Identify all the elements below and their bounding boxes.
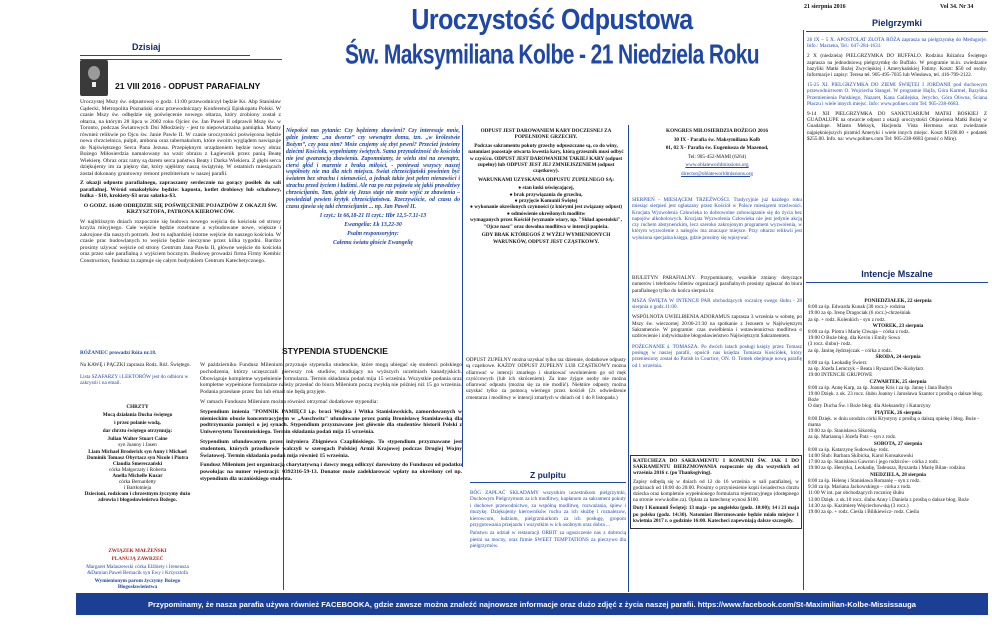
stypendia-p4: Stypendium ufundowanym przez inżyniera Zbigniewa Czaplińskiego. To stypendium przyznawane jest studentom, których przodkowie walczyli w szeregach Polskiej Armii Krajowej podczas Drugiej Wojny Światowej. Termin składania podań mija również 15 września. [200,438,462,459]
katecheza-title: KATECHEZA DO SAKRAMENTU I KOMUNII ŚW. JAK I DO SAKRAMENTU BIERZMOWANIA rozpocznie się dla wszystkich od września 2016 r. (po Thanksgiving). [633,458,799,477]
odpust-conditions [466,185,626,217]
intention-line: 8:00 Dzięk. w dniu urodzin córki Krystyny z prośbą o dalszą opiekę i błog. Boże - mama [808,415,980,429]
kongres-email-link[interactable]: director@oblateworldmissions.org [681,170,753,177]
today-paragraph-3: O GODZ. 16:00 ODBĘDZIE SIĘ POŚWIĘCENIE POJAZDÓW Z OKAZJI ŚW. KRZYSZTOFA, PATRONA KIEROWCÓW. [83,202,278,215]
pilgrimage-item: 9-14 XII PIELGRZYMKA DO SANKTUARIUM MATKI BOSKIEJ Z GUADALUPE na otwarcie odpust z okazji uroczystości Objawienia Matki Bożej w Guadalupe. Miasto Meksyk, Hacjenda Vista Hermosa oraz zwiedzanie najpiękniejszych piramid Ameryki i wiele innych miejsc. Koszt $1598.00 + podatek $255.00. Info. na: www.polinex.com Tel: 905-238-6683 (prosić o Mirę). [807,111,987,142]
priest-face [88,66,100,80]
intention-line: za śp. Marianną i Józefa Patz – syn z rodz. [808,434,897,441]
katecheza-box [630,455,802,529]
today-headline: 21 VIII 2016 - ODPUST PARAFIALNY [115,81,261,91]
section-header-pielgrzymki [806,18,988,32]
intention-line: 19:00 INTENCJE GRUPOWE [808,372,873,379]
section-title: Pielgrzymki [871,18,923,28]
kongres-line-2: 01, 02 X– Parafia św. Eugeniusza de Mazenod, [665,145,769,151]
marriage-subtitle: PLANUJĄ ZAWRZEĆ [111,556,164,563]
kawa-note: Na KAWĘ i PĄCZKI zaprasza Rodz. Róż. Świętego. [80,362,191,369]
intention-day-title: WTOREK, 23 sierpnia [872,322,924,329]
odpust-p1: Podczas sakramentu pokuty grzechy odpuszczane są, co do winy, natomiast pozostaje otwarta kwestia kary, którą grzesznik musi odbyć w czyśćcu. ODPUST JEST DAROWANIEM TAKIEJ KARY (odpust zupełny) lub ODPUST JEST JEJ ZMNIEJSZENIEM (odpust cząstkowy). [468,142,624,175]
odpust-details [466,357,626,403]
baptism-line-1: Mocą działania Ducha świętego [102,412,173,419]
intention-line: 19:00 za śp. Stanisława Sikorską [808,428,877,435]
condition-item: ● brak przywiązania do grzechu, [509,191,583,198]
intention-line: 8:00 za śp. Helenę i Stanisława Romanię – syn z rodz. [808,477,921,484]
intention-day-title: PIĄTEK, 26 sierpnia [874,409,922,416]
intention-day [808,410,988,441]
odpust-title: ODPUST JEST DAROWANIEM KARY DOCZESNEJ ZA POPEŁNIONE GRZECHY. [480,128,612,141]
intention-line: za śp. + rodz. Kolenkich - syn z rodz. [808,316,886,323]
sierpien-box [632,197,802,243]
msza-rocznica: MSZA ŚWIĘTA W INTENCJI PAR obchodzących rocznicę swego ślubu - 28 sierpnia o godz.11:00. [632,297,802,311]
marriage-notice [80,548,195,593]
intention-day-title: PONIEDZIAŁEK, 22 sierpnia [864,298,932,304]
intention-day [808,441,988,472]
pulpit-text-2: Państwu za udział w restauracji ORBIT za ugoszczenie nas z dobrocią pieśni na mocny, oraz firmie SWEET TEMPTATIONS za pieczywo dla pielgrzymów. [470,530,626,550]
odpust-p2: wymaganych przez Kościół (wyznanie wiary, np. "Skład apostolski", "Ojcze nasz" oraz dowolna modlitwa w intencji papieża. [470,217,622,230]
intention-line: 19:00 Dzięk. z ok. 23 rocz. ślubu Joanny i Jarosława Szantor z prośbą o dalsze błog. Boże [808,391,984,404]
intention-line: 9:30 za śp. Mariana Jackowskiego – córka z rodz. [808,484,912,491]
odpust-conditions-title: WARUNKAMI UZYSKANIA ODPUSTU ZUPEŁNEGO SĄ: [477,176,615,183]
marriage-title: ZWIĄZEK MAŁŻEŃSKI [108,548,167,554]
intention-day [808,323,988,354]
quote-text: Niepokoi nas pytanie: Czy będziemy zbawieni? Czy interesuje mnie, gdzie jestem: „na dworze” czy wewnątrz domu, tzn. „w królestwie Bożym”, czy poza nim? Może czujemy się zbyt pewni? Przecież jesteśmy dziećmi Kościoła, wypełniamy świętych. Sama przynależność do kościoła nie jest gwarancją zbawienia. Zapomniamy, że wielu stoi na zewnątrz, ciersi głód i marznie z braku miłości, - ponieważ wszyscy naszej współnoty nie ma dla nich miejsca. Świat chrześcijański powinien być światem bez strachu i nienawiści, a jednak także jest pełen nienawiści i strachu przed życiem i ludźmi. Ale raz po raz pojawia się jakiś prawdziwy chrześcijanin. Tam, gdzie się Jezus staje nie może wyjść ze zbawienia – powiedział pewien krytyk chrześcijaństwa. Rzeczywiście, od czasu do czasu zjawia się taki chrześcijanin ... np. Jan Paweł II. [286,128,460,210]
quote-psalm: Psalm responsoryjny: [347,230,399,237]
today-body [80,99,281,266]
quote-gospel: Ewangelia: Łk 13,22-30 [344,221,402,228]
intention-line: 19:00 O Boże błog. dla Kevin i Emily Sowa [808,335,900,342]
main-title [308,0,796,39]
intention-day-title: NIEDZIELA, 28 sierpnia [869,471,927,478]
intention-line: 14:00 Ślub: Barbara Skibicka, Karol Konsakowski [808,453,914,460]
intention-line: 8:00 za śp. Edwarda Kunak (30 rocz.)- rodzina [808,304,906,311]
condition-item: ● przyjęcie Komunii Świętej [514,198,578,205]
kongres-web-link[interactable]: www.oblateworldmissions.org [685,162,749,168]
odpust-p4: ODPUST ZUPEŁNY można uzyskać tylko raz dziennie, dodatkowe odpusty są cząstkowe. KAŻDY ODPUST ZUPEŁNY LUB CZĄSTKOWY można ofiarować w intencji zmarłego i skutkować uwolnieniem go od męk czyśćcowych (lub ich skróceniem). Za inne żyjące osoby nie można ofiarować odpustu (można się za nie modlić). Niektóre odpusty można uzyskać tylko za pomocą wiernego przez kościół (2x odwiedzenie cmentarza i modlitwy w intencji zmarłych w dniach od 1 do 8 listopada.) [466,357,626,401]
odpust-box [466,128,626,247]
baptism-name: Anella Michelle Kuzar [112,472,163,479]
intention-line: 8:00 za śp. Katarzynę Sudowską- rodz. [808,446,890,453]
issue-volume: Vol 34. Nr 34 [940,4,974,10]
pulpit-body [470,490,626,552]
quote-psalm-text: Całemu światu głoście Ewangelię [332,239,414,246]
katecheza-dates: Duty I Komunii Świętej: 13 maja - po angielsku (godz. 10:00); 14 i 21 maja po polsku (godz. 14:30). Natomiast Bierzmowanie będzie miało miejsce 1 kwietnia 2017 r. o godzinie 16:00. Katecheci zapewniają dalsze szczegóły. [633,505,799,524]
intention-line: 8:00 za śp. Annę Karp, za śp. Joannę Kris i za śp. Jannę i Jana Budyn [808,384,952,391]
section-header-pulpit [470,470,626,483]
kongres-title: KONGRES MIŁOSIERDZIA BOŻEGO 2016 [666,128,768,134]
marriage-wishes: Wymienionym parom życzymy Bożego Błogosławieństwa [94,578,181,591]
baptism-line-2: i przez polanie wodą, [114,420,161,427]
kongres-box [632,128,802,179]
pozegnanie-note: POŻEGNANIE ś. TOMASZA. Po dwóch latach posługi księży przez Tomasz posługę w naszej parafii, opuścił nas księdza Tomasza Kościółek, który przeniesiony został do Parish in Courtice, ON. O. Tomek obejmuje nową parafię od 1 września. [632,343,802,369]
stypendia-p1: W październiku Fundusz Milenium przyznaje stypendia studenckie, które mogą ubiegać się studenci polskiego pochodzenia, którzy uczęszczali pierwszy rok studiów, studiujący na wyższych uczelniach kanadyjskich. Obowiązuje kompletne wypełnienie formularza. Termin składania podań mija 15 września. Wszystkie podania oraz kompletne wypełnione formularze należy przesłać do biura Milenium począ zwykłą nie później niż 15 go września. Podania przesłane przez fax lub email nie będą przyjęte. [200,362,462,396]
stypendia-title: STYPENDIA STUDENCKIE [282,346,388,356]
intention-line: 19:00 za śp. Henryka, Leokadię, Tadeusza, Ryszarda i Marię Bilan- rodzina [808,465,965,472]
today-paragraph-4: W najbliższym dniach rozpocznie się budowa nowego wejścia do kościoła od strony krzyża misyjnego. Całe wejście będzie rozebrane a wybudowane nowe, większe i zakrojone dla naszych potrzeb. Jest to najbardziej istotne wejście do naszego kościoła. W czasie prac budowlanych to wejście będzie nieczynne przez kilka tygodni. Bardzo prosimy używać wejście od strony Centrum Jana Pawła II, główne wejście do kościoła oraz przez sale parafialną z wyjściem bocznym. Budowę prowadzi firma Firmy Kembic Construction, fundusz ta zajmuje się całym budynkiem Centrum Katechetycznego. [80,218,281,264]
section-title: Z pulpitu [530,470,566,480]
intention-day [808,298,988,323]
odpust-p3: GDY BRAK KTÓREGOŚ Z WYŻEJ WYMIENIONYCH WARUNKÓW, ODPUST JEST CZĄSTKOWY. [481,232,611,245]
marriage-names: Margaret Malaszewski córka Elżbiety i Ireneusza &Damian Paweł Bernacik syn Ewy i Krzysztofa [86,564,189,577]
intention-line: 19:00 za śp. Irenę Dragociak (6 rocz.)-chrześniak [808,310,911,317]
baptism-names [80,436,195,491]
pilgrimage-item: 26 IX – 5 X. APOSTOLAT ZŁOTA RÓŻA zaprasza na pielgrzymkę do Medugorje. Info.: Marzena, Tel.: 647-284-1631. [807,37,987,50]
condition-item: ● stan łaski uświęcającej, [518,185,574,192]
intention-day [808,379,988,410]
mass-intentions [808,298,988,515]
intention-line: 8:00 za śp. Leokadię Świerz [808,360,867,367]
stypendia-p5: Fundusz Milenium jest organizacją charytatywną i dawcy mogą odliczyć darowizny do Funduszu od podatku powołując na numer rejestracji: 0392316-59-13. Donator może zadeklarować wpłaty na określony cel np. stypendium dla ucznióskiego studenta. [200,462,462,482]
intention-day [808,354,988,379]
wspolnota-note: WSPÓLNOTA UWIELBIENIA ADORAMUS zaprasza 3 września w sobotę, po Mszy św. wieczornej 20:00-21:30 na spotkanie z Jezusem w Najświętszym Sakramencie. W programie: czas uwielbienia i wstawiennictwa modlitwa o uzdrowienie i indywidualne błogosławieństwo Najświętszym Sakramentem. [632,314,802,340]
baptism-name: Claudia Smereczański [112,460,163,467]
pulpit-text: BÓG ZAPŁAĆ SKŁADAMY wszystkim uczestnikom pielgrzymki, Duchowym Pielgrzymom za ich modlitwy, kapłanom za sakrament pokuty i duchowe przewodnictwo, za wspólną modlitwę, rozważania, śpiew i muzykę. Dziękujemy kierowników ruchu za ich służbę i roznalezow, kierowcom, ludziom, pielgrzmiarkom za ich posługę, gropom przygotowania przejazdu i wszystkim w ich osobnym oraz dobra ... [470,490,626,529]
baptism-wishes: Dziecioni, rodzicom i chrzestnym życzymy dużo zdrowia i błogosławieństwa Bożego. [84,491,191,504]
baptism-name: Julian Walter Stuart Caine [107,436,168,443]
baptism-line-3: dar chrztu świętego otrzymują: [102,428,173,435]
intention-day-title: ŚRODA, 24 sierpnia [875,353,921,360]
baptism-name: i Bartłomieja [123,485,152,492]
baptism-name: syn Joanny i Jasen [118,442,157,449]
baptism-name: córka Bernardetty [118,479,157,486]
reflection-quote [286,128,460,249]
intention-line: O dary Ducha Św. i Boże błog. dla Aleksandry i Katarzyny [808,403,931,410]
baptism-name: Dominik Tomasz Obyrtacz syn Nicole i Piotra [86,454,189,461]
intention-line: 13:00 Dzięk. z ok.10 rocz. ślubu Anny i Daniela z prośbą o dalsze błog. Boże [808,496,969,503]
kongres-line-1: 30 IX - Parafia św. Maksymiliana Kolb [673,136,761,143]
stypendia-p3: Stypendium imienia "POMNIK PAMIĘCI i.p. braci Wojtka i Witka Stanisławskich, zamordowanych w niemieckim obozie koncentracyjnym w „Auschwitz" ufundowane przez panią Bronisławę Stanisławską dla podtrzymania pamięci o jej synach. Stypendium przyznawane jest głównie dla studentów historii Polski z Uniwersytetu Torontońskiego. Termin składania podań mija 15 września. [200,408,462,436]
rozaniec-note: RÓŻANIEC prowadzi Róża nr.18. [80,350,157,356]
intention-line: za śp. Janinę Jędrzejczak – córka z rodz. [808,347,892,354]
intention-day-title: SOBOTA, 27 sierpnia [873,440,923,447]
condition-item: ● odmówienie określonych modlitw [506,210,586,217]
intention-day [808,472,988,515]
stypendia-p2: W ramach Funduszu Milenium można również otrzymać dodatkowe stypendia: [200,398,378,405]
today-paragraph-2: Z okazji odpustu parafialnego, zapraszamy serdecznie na gorący posiłek do sali parafialnej. Wśród smakołyków będzie: kapusta, kotlet drobiowy lub schabowy, bulka - $10, krokiety-$3 oraz sałatka-$3. [80,180,281,199]
issue-date: 21 sierpnia 2016 [804,4,846,10]
priest-photo [80,60,108,96]
main-title-line2: Św. Maksymiliana Kolbe - 21 Niedziela Roku [345,40,759,70]
intention-line: 8:00 za śp. Piotra i Marię Chwaja – córka z rodz. [808,329,910,336]
biuletyn-text: BIULETYN PARAFIALNY. Przypominamy, wszelkie zmiany dotyczące numerów i telefonów biletów organizacji parafialnych prosimy zgłaszać do biura parafialnego tylko do końca sierpnia br. [632,275,802,294]
baptism-notice [80,404,195,505]
pielgrzymki-list [807,37,987,144]
pilgrimage-item: 2 X (niedziela) PIELGRZYMKA DO BUFFALO. Rodzina Różańca Świętego zaprasza na jednodniową pielgrzymkę do Buffalo. W programie m.in. zwiedzanie bazyliki Matki Bożej Zwycięskiej i Amerykańskiej Fatimy. Koszt: $50 od osoby. Informacje i zapisy: Teresa tel. 905-495-7035 lub Wiesława, tel. 416-799-2122. [807,53,987,79]
intention-line: 19:00 za śp. + rodz. Cieśla i Bilikiewicz- rodz. Cieśla [808,508,919,515]
pilgrimage-item: 15-25 XI. PIELGRZYMKA DO ZIEMI ŚWIĘTEJ I JORDANII pod duchowym przewodnictwem O. Wojciecha Stangel. W programie Hajfa, Góra Karmel, Bazylika Przemienienia Pańskiego, Nazaret, Kana Galilejska, Jerycho, Góra Oliwna, Ściana Płaczu i wiele innych miejsc. Info: www.polinex.com Tel: 905-238-6683. [807,82,987,107]
today-paragraph-1: Uroczystej Mszy św. odpustowej o godz. 11:00 przewodniczył będzie Ks. Abp Stanisław Gądecki, Metropolita Poznański oraz przewodniczący Konferencji Episkopatu Polski. W czasie Mszy św. odbędzie się poświęcenie nowego ołtarza, który zrobiony został z ołtarza, na którym 28 lipca w 2002 roku Ojciec św. Jan Paweł II odprawił Mszę św. w Toronto, podczas Światowych Dni Młodzieży - jest to niepowtarzalna pamiątka. Mamy również relikwie po Ojcu św. Janie Pawle II. W czasie uroczystości poświęcona będzie nowa chrzcielnica, pulpit, ambona oraz tabernakulum, które swoim wyglądem nawiązuje do Najświętszego Serca Pana Jezusa. Przepięknym urządzeniem będzie nowy obraz Bożego Miłosierdzia namalowany na wzór obrazu z Łagiewnik przez panią Beatę Wiekierę. Obraz oraz ramy są darem serca państwa Beaty i Darka Wiekiera. Z głębi serca dziękujemy im za piękny dar, który ujęłiśmy naszą świątynię. W ostatnich miesiącach został dokonany gruntowny remont prezbiterium w naszej parafii. [80,99,281,177]
left-announcements [80,350,195,388]
condition-item: ● wykonanie określonych czynności (z którymi jest związany odpust) [469,204,623,211]
katecheza-text: Zapisy odbędą się w dniach od 12 do 16 września w sali parafialnej, w godzinach od 18:00 do 20:00. Prosimy o przyniesienie kopii świadectwa chrztu dziecka oraz kompletnie wypełnionego formularza rejestracyjnego (dostępnego na stronie www.kolbe.ca). Opłata za katechezę wynosi $100. [633,478,799,504]
intention-line: (3 rocz. ślubu)- rodz. [808,341,852,348]
section-title: Dzisiaj [132,42,161,52]
kongres-tel: Tel: 905-452-MAMI (6264) [687,153,747,160]
section-header-intencje [806,269,988,283]
section-header-dzisiaj [80,42,250,56]
intention-line: 14:30 za śp. Kazimierę Wojciechowską (3 rocz.) [808,502,909,509]
section-title: Intencje Mszalne [861,269,933,279]
quote-readings: I czyt.: Iz 66,18-21 II czyt.: Hbr 12,5-7.11-13 [319,212,427,219]
main-subtitle [288,40,816,71]
baptism-name: córka Małgorzaty i Roberta [108,466,167,473]
footer-text[interactable]: Przypominamy, że nasza parafia używa również FACEBOOKA, gdzie zawsze można znaleźć najnowsze informacje oraz dużo zdjęć z życia naszej parafii. https://www.facebook.com/St-Maximilian-Kolbe-Mississauga [147,599,916,609]
intention-line: za śp. Józefa Lemczyk – Beata i Ryszard Dec-Kobylarz [808,366,924,373]
intention-line: 17:00 za śp. Stanisława Gawron i jego rodziców– córka z rodz. [808,459,940,466]
biuletyn-box [632,275,802,371]
szafarze-note: Lista SZAFARZY i LEKTORÓW jest do odbioru w zakrystii i na email. [80,374,189,387]
priest-collar [92,82,96,87]
sierpien-text: SIERPIEŃ - MIESIĄCEM TRZEŹWOŚCI. Tradycyjnie już każdego roku miesiąc sierpień jest ogłaszany przez Kościół w Polsce miesiącem trzeźwości. Krucjata Wyzwolenia Człowieka to dobrowolne zobowiązanie się do życia bez napojów alkoholowych. Krucjata Wyzwolenia Człowieka nie jest jedynie akcją czy ruchem abstynenckim, lecz szeroko zakrojonym programem wyzwolenia, w którym wyzwolenie z nałogów ma znaczące miejsce. Przy ołtarzu relikwii jest wyłożona specjalna księga, gdzie prosimy się wpisywać. [632,197,802,241]
main-title-line1: Uroczystość Odpustowa [411,3,693,36]
intention-line: 11:00 W int. par obchodzących rocznicę ślubu [808,490,904,497]
baptism-title: CHRZTY [126,404,149,410]
stypendia-body [200,362,462,485]
intention-day-title: CZWARTEK, 25 sierpnia [869,378,927,385]
footer-bar [76,593,988,615]
baptism-name: Liam Michael Broderick syn Anny i Michael [88,448,187,455]
